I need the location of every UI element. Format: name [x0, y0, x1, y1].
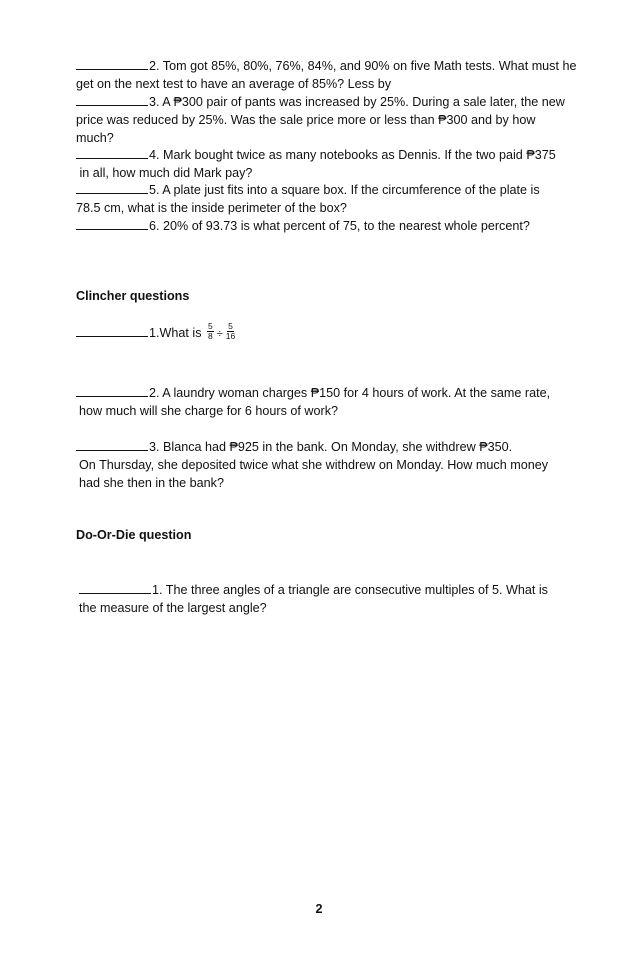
- question-text: 1. The three angles of a triangle are consecutive multiples of 5. What is: [152, 583, 548, 597]
- division-sign: ÷: [216, 328, 223, 340]
- page-number: 2: [315, 902, 323, 916]
- question-text: 3. Blanca had ₱925 in the bank. On Monday, she withdrew ₱350.: [149, 440, 513, 454]
- question-text: get on the next test to have an average of 85%? Less by: [76, 76, 392, 91]
- answer-blank[interactable]: [76, 181, 148, 194]
- answer-blank[interactable]: [76, 217, 148, 230]
- clincher-question-2: [76, 384, 606, 421]
- answer-blank[interactable]: [76, 438, 148, 451]
- question-text: 5. A plate just fits into a square box. If the circumference of the plate is: [149, 183, 540, 197]
- do-or-die-heading: Do-Or-Die question: [76, 528, 192, 542]
- question-text: 3. A ₱300 pair of pants was increased by 25%. During a sale later, the new: [149, 95, 565, 109]
- question-5: [76, 181, 606, 218]
- answer-blank[interactable]: [76, 324, 148, 337]
- question-text: 2. A laundry woman charges ₱150 for 4 hours of work. At the same rate,: [149, 386, 551, 400]
- fraction-numerator: 5: [208, 321, 213, 332]
- question-3: [76, 93, 606, 147]
- question-text: much?: [76, 130, 114, 145]
- clincher-question-1: [76, 321, 606, 344]
- answer-blank[interactable]: [79, 581, 151, 594]
- question-text: had she then in the bank?: [79, 475, 224, 490]
- question-6: [76, 217, 606, 236]
- fraction-numerator: 5: [228, 321, 233, 332]
- question-text: 2. Tom got 85%, 80%, 76%, 84%, and 90% on five Math tests. What must he: [149, 59, 577, 73]
- question-text: 1.What is: [149, 326, 202, 340]
- answer-blank[interactable]: [76, 57, 148, 70]
- question-text: 78.5 cm, what is the inside perimeter of the box?: [76, 200, 347, 215]
- question-text: 4. Mark bought twice as many notebooks as Dennis. If the two paid ₱375: [149, 148, 556, 162]
- answer-blank[interactable]: [76, 93, 148, 106]
- question-text: the measure of the largest angle?: [79, 600, 267, 615]
- answer-blank[interactable]: [76, 146, 148, 159]
- fraction: [207, 322, 214, 341]
- fraction-denominator: 16: [225, 331, 236, 342]
- question-text: in all, how much did Mark pay?: [76, 165, 253, 180]
- question-text: 6. 20% of 93.73 is what percent of 75, to the nearest whole percent?: [149, 219, 530, 233]
- answer-blank[interactable]: [76, 384, 148, 397]
- question-text: On Thursday, she deposited twice what she withdrew on Monday. How much money: [79, 457, 548, 472]
- clincher-heading: Clincher questions: [76, 289, 190, 303]
- question-text: price was reduced by 25%. Was the sale price more or less than ₱300 and by how: [76, 112, 536, 127]
- fraction: [226, 322, 235, 341]
- fraction-denominator: 8: [208, 331, 213, 342]
- question-4: [76, 146, 606, 183]
- question-text: how much will she charge for 6 hours of work?: [79, 403, 338, 418]
- question-2: [76, 57, 606, 94]
- do-or-die-question-1: [79, 581, 609, 618]
- clincher-question-3: [76, 438, 606, 492]
